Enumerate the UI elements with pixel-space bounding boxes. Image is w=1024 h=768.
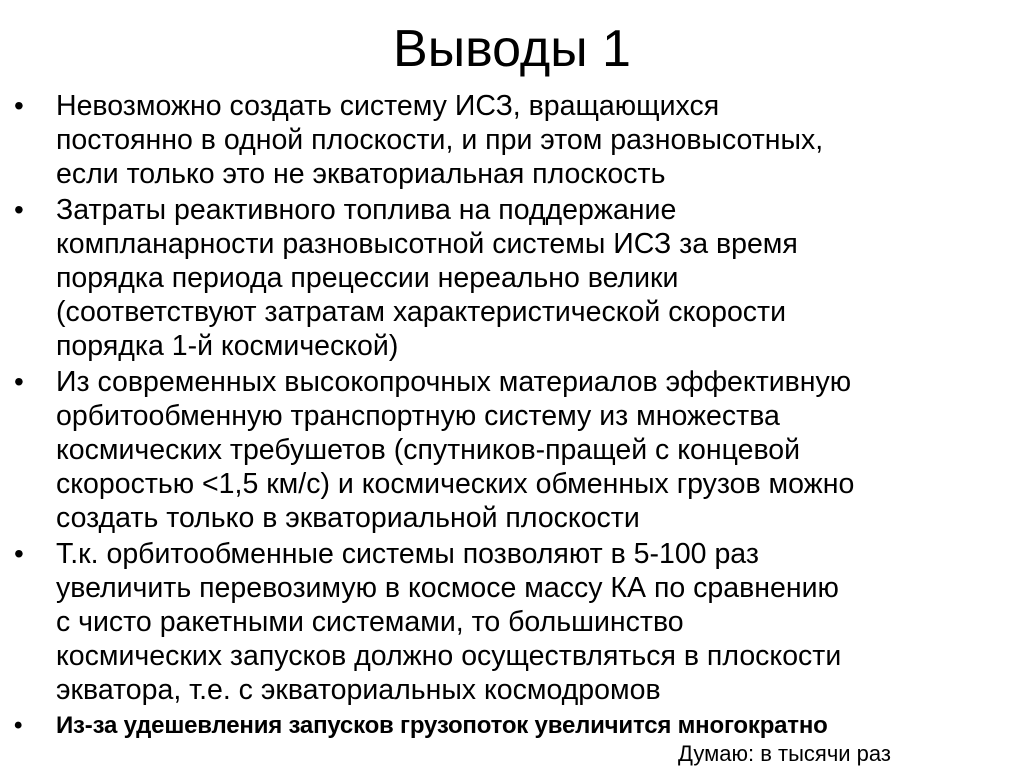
bullet-list xyxy=(14,89,1014,745)
bullet-line: если только это не экваториальная плоскость xyxy=(56,158,666,190)
bullet-text xyxy=(56,89,1014,191)
bullet-icon: • xyxy=(14,366,24,397)
bullet-text xyxy=(56,709,1014,743)
bullet-line: космических запусков должно осуществляться в плоскости xyxy=(56,640,842,672)
bullet-text xyxy=(56,365,1014,535)
bullet-icon: • xyxy=(14,194,24,225)
bullet-line: с чисто ракетными системами, то большинство xyxy=(56,606,684,638)
bullet-item xyxy=(14,537,1014,707)
footnote-note: Думаю: в тысячи раз xyxy=(678,741,891,766)
bullet-line: Из современных высокопрочных материалов эффективную xyxy=(56,366,852,398)
bullet-line: Т.к. орбитообменные системы позволяют в 5-100 раз xyxy=(56,538,759,570)
bullet-item xyxy=(14,365,1014,535)
bullet-line: космических требушетов (спутников-пращей с концевой xyxy=(56,434,801,466)
bullet-line: создать только в экваториальной плоскости xyxy=(56,502,640,534)
bullet-text xyxy=(56,193,1014,363)
bullet-icon: • xyxy=(14,538,24,569)
bullet-line: Невозможно создать систему ИСЗ, вращающихся xyxy=(56,90,720,122)
bullet-line: постоянно в одной плоскости, и при этом разновысотных, xyxy=(56,124,824,156)
bullet-line: орбитообменную транспортную систему из множества xyxy=(56,400,780,432)
bullet-line: порядка периода прецессии нереально велики xyxy=(56,262,679,294)
bullet-line: Затраты реактивного топлива на поддержание xyxy=(56,194,677,226)
slide-title: Выводы 1 xyxy=(393,20,631,78)
bullet-icon: • xyxy=(14,90,24,121)
bullet-item xyxy=(14,193,1014,363)
bullet-line: Из-за удешевления запусков грузопоток увеличится многократно xyxy=(56,712,828,739)
bullet-text xyxy=(56,537,1014,707)
bullet-item xyxy=(14,89,1014,191)
bullet-line: скоростью <1,5 км/с) и космических обменных грузов можно xyxy=(56,468,855,500)
bullet-line: компланарности разновысотной системы ИСЗ за время xyxy=(56,228,798,260)
bullet-item-emphasis xyxy=(14,709,1014,743)
bullet-line: увеличить перевозимую в космосе массу КА по сравнению xyxy=(56,572,839,604)
bullet-icon: • xyxy=(14,712,23,739)
bullet-line: порядка 1-й космической) xyxy=(56,330,399,362)
bullet-line: (соответствуют затратам характеристической скорости xyxy=(56,296,787,328)
bullet-line: экватора, т.е. с экваториальных космодромов xyxy=(56,674,661,706)
